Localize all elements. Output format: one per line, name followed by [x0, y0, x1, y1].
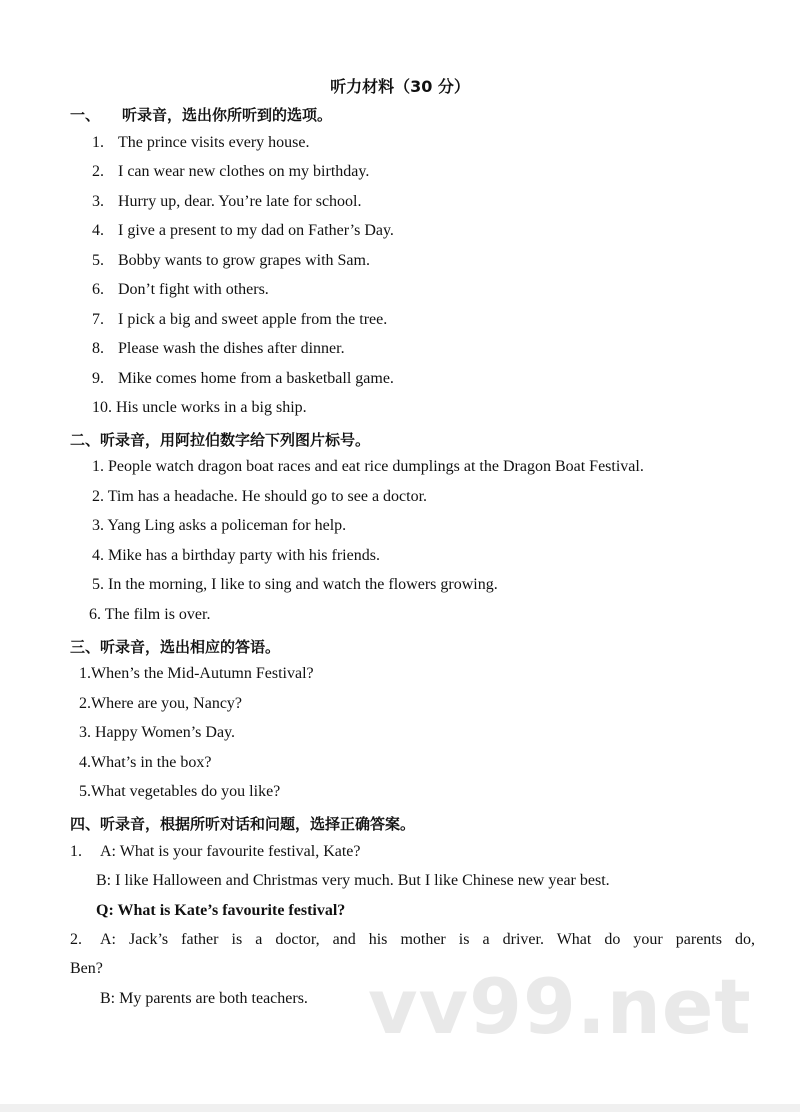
list-item: 5. In the morning, I like to sing and watch the flowers growing. — [92, 576, 498, 593]
list-item: 2. I can wear new clothes on my birthday. — [92, 163, 370, 180]
list-item: 5.What vegetables do you like? — [79, 783, 281, 800]
list-item: 4. I give a present to my dad on Father’s Day. — [92, 222, 394, 239]
list-item: 1. The prince visits every house. — [92, 134, 310, 151]
list-item: 3. Hurry up, dear. You’re late for school. — [92, 193, 362, 210]
list-item: 1.When’s the Mid-Autumn Festival? — [79, 665, 314, 682]
list-item: 9. Mike comes home from a basketball game. — [92, 370, 394, 387]
list-item: 4.What’s in the box? — [79, 754, 212, 771]
list-item: 10. His uncle works in a big ship. — [92, 399, 307, 416]
dialogue-line-a: A: What is your favourite festival, Kate? — [100, 843, 361, 860]
list-item: 1. People watch dragon boat races and eat rice dumplings at the Dragon Boat Festival. — [92, 458, 644, 475]
list-item: 4. Mike has a birthday party with his friends. — [92, 547, 380, 564]
dialogue-line-a: A: Jack’s father is a doctor, and his mother is a driver. What do your parents do, — [100, 931, 755, 948]
section-1-title: 听录音，选出你所听到的选项。 — [122, 106, 333, 124]
question-text: Q: What is Kate’s favourite festival? — [96, 902, 346, 919]
list-item: 5. Bobby wants to grow grapes with Sam. — [92, 252, 370, 269]
dialogue-line-a-continued: Ben? — [70, 960, 103, 977]
watermark-text: vv99.net — [368, 962, 752, 1051]
list-item: 6. Don’t fight with others. — [92, 281, 269, 298]
dialogue-line-b: B: My parents are both teachers. — [100, 990, 308, 1007]
list-item: 3. Happy Women’s Day. — [79, 724, 236, 741]
question-2-number: 2. — [70, 931, 82, 948]
page-bottom-edge — [0, 1104, 800, 1112]
list-item: 3. Yang Ling asks a policeman for help. — [92, 517, 347, 534]
dialogue-line-b: B: I like Halloween and Christmas very much. But I like Chinese new year best. — [96, 872, 610, 889]
section-1-number: 一、 — [70, 106, 101, 124]
list-item: 6. The film is over. — [89, 606, 211, 623]
question-1-number: 1. — [70, 843, 82, 860]
section-1-heading — [70, 104, 332, 125]
page-title: 听力材料（30 分） — [330, 77, 470, 96]
section-3-heading: 三、听录音，选出相应的答语。 — [70, 638, 281, 656]
section-4-heading: 四、听录音，根据所听对话和问题，选择正确答案。 — [70, 815, 416, 833]
list-item: 7. I pick a big and sweet apple from the tree. — [92, 311, 388, 328]
list-item: 2. Tim has a headache. He should go to see a doctor. — [92, 488, 428, 505]
section-2-heading: 二、听录音，用阿拉伯数字给下列图片标号。 — [70, 431, 371, 449]
list-item: 2.Where are you, Nancy? — [79, 695, 243, 712]
list-item: 8. Please wash the dishes after dinner. — [92, 340, 345, 357]
